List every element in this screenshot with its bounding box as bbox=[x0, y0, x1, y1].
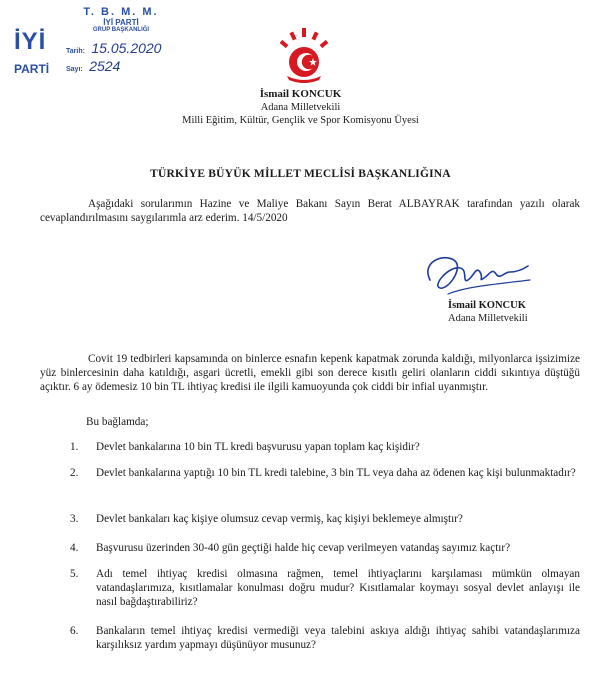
stamp-date bbox=[66, 40, 161, 58]
author-committee: Milli Eğitim, Kültür, Gençlik ve Spor Komisyonu Üyesi bbox=[182, 115, 419, 126]
question-text: Başvurusu üzerinden 30-40 gün geçtiği halde hiç cevap verilmeyen vatandaş sayımız kaçtır? bbox=[96, 542, 511, 554]
signature-title: Adana Milletvekili bbox=[448, 313, 528, 324]
question-item bbox=[70, 466, 580, 480]
stamp-number bbox=[66, 58, 120, 76]
document-heading: TÜRKİYE BÜYÜK MİLLET MECLİSİ BAŞKANLIĞINA bbox=[150, 168, 451, 180]
question-text: Bankaların temel ihtiyaç kredisi vermediği veya talebini askıya aldığı ihtiyaç sahibi vatandaşlarımıza karşılıksız yardım yapmayı düşünüyor musunuz? bbox=[96, 625, 580, 651]
author-title: Adana Milletvekili bbox=[260, 102, 341, 113]
stamp-date-label: Tarih: bbox=[66, 48, 85, 55]
question-text: Devlet bankalarına yaptığı 10 bin TL kredi talebine, 3 bin TL veya daha az ödenen kaç kişi bulunmaktadır? bbox=[96, 467, 576, 479]
question-item bbox=[70, 567, 580, 609]
question-number: 1. bbox=[70, 441, 79, 453]
tbmm-emblem-icon bbox=[279, 28, 329, 83]
stamp-date-value: 15.05.2020 bbox=[91, 40, 162, 56]
signature-block bbox=[448, 299, 528, 325]
question-text: Devlet bankaları kaç kişiye olumsuz cevap vermiş, kaç kişiyi beklemeye almıştır? bbox=[96, 513, 463, 525]
party-logo-subtext: PARTİ bbox=[14, 62, 50, 76]
stamp-line-3: GRUP BAŞKANLIĞI bbox=[92, 27, 150, 33]
question-number: 3. bbox=[70, 513, 79, 525]
lead-text: Bu bağlamda; bbox=[86, 416, 149, 428]
party-logo-text: İYİ bbox=[14, 28, 47, 55]
stamp-line-1: T. B. M. M. bbox=[83, 6, 159, 18]
question-item bbox=[70, 541, 580, 555]
question-number: 2. bbox=[70, 467, 79, 479]
stamp-number-label: Sayı: bbox=[66, 66, 83, 73]
stamp-header bbox=[56, 6, 186, 33]
stamp-number-value: 2524 bbox=[89, 58, 121, 74]
intro-paragraph: Aşağıdaki sorularımın Hazine ve Maliye Bakanı Sayın Berat ALBAYRAK tarafından yazılı olarak cevaplandırılmasını saygılarımla arz ederim. 14/5/2020 bbox=[40, 198, 580, 224]
author-name: İsmail KONCUK bbox=[259, 88, 342, 100]
question-number: 5. bbox=[70, 568, 79, 580]
question-item bbox=[70, 440, 580, 454]
question-text: Adı temel ihtiyaç kredisi olmasına rağmen, temel ihtiyaçlarını karşılaması mümkün olmayan vatandaşlarımıza, kısıtlamalar konulması doğru mudur? Kısıtlamalar koymayı sosyal devlet anlayışı ile nasıl bağdaştırabiliriz? bbox=[96, 568, 580, 608]
question-item bbox=[70, 512, 580, 526]
question-number: 4. bbox=[70, 542, 79, 554]
question-item bbox=[70, 624, 580, 652]
question-text: Devlet bankalarına 10 bin TL kredi başvurusu yapan toplam kaç kişidir? bbox=[96, 441, 420, 453]
body-paragraph: Covit 19 tedbirleri kapsamında on binlerce esnafın kepenk kapatmak zorunda kaldığı, milyonlarca işsizimize yüz binlercesinin daha katıldığı, asgari ücretli, emekli gibi son derece kısıtlı geliri olanların ciddi sıkıntıya düştüğü açıktır. 6 ay ödemesiz 10 bin TL ihtiyaç kredisi ile ilgili kamuoyunda çok ciddi bir infial uyanmıştır. bbox=[40, 353, 580, 393]
party-logo bbox=[14, 30, 54, 80]
stamp-line-2: İYİ PARTİ bbox=[103, 18, 139, 27]
question-number: 6. bbox=[70, 625, 79, 637]
author-block bbox=[0, 88, 601, 127]
signature-name: İsmail KONCUK bbox=[448, 300, 526, 311]
handwritten-signature bbox=[418, 250, 538, 300]
